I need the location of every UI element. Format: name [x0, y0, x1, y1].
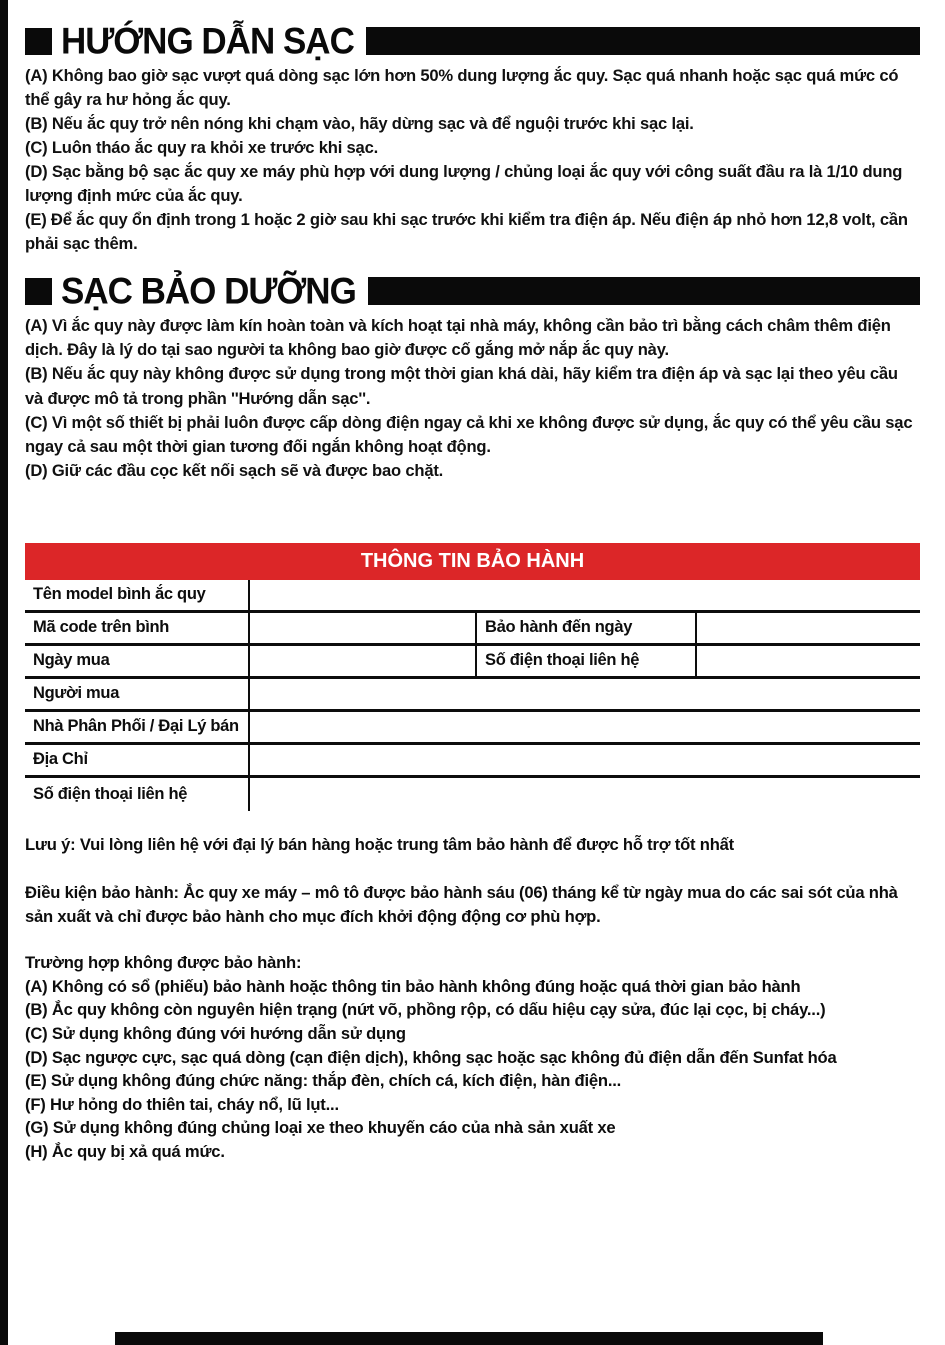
table-row-distributor — [25, 712, 920, 745]
section-bullet-icon — [25, 278, 52, 305]
row-value-blank — [250, 613, 477, 643]
row-label: Ngày mua — [25, 646, 250, 676]
exclusion-item-h: (H) Ắc quy bị xả quá mức. — [25, 1141, 225, 1161]
section-title-charging: HƯỚNG DẪN SẠC — [61, 20, 354, 62]
table-row-purchase-date — [25, 646, 920, 679]
row-value-2-blank — [697, 613, 920, 643]
charging-item-e: (E) Để ắc quy ổn định trong 1 hoặc 2 giờ sau khi sạc trước khi kiểm tra điện áp. Nếu điện áp nhỏ hơn 12,8 volt, cần phải sạc thêm. — [25, 210, 908, 254]
section-header-maintenance — [25, 270, 920, 312]
row-value-blank — [250, 778, 920, 811]
table-row-phone — [25, 778, 920, 811]
exclusion-item-f: (F) Hư hỏng do thiên tai, cháy nổ, lũ lụt... — [25, 1094, 339, 1114]
charging-item-d: (D) Sạc bằng bộ sạc ắc quy xe máy phù hợp với dung lượng / chủng loại ắc quy với công suất đầu ra là 1/10 dung lượng định mức của ắc quy. — [25, 162, 903, 206]
charging-item-b: (B) Nếu ắc quy trở nên nóng khi chạm vào, hãy dừng sạc và để nguội trước khi sạc lại. — [25, 114, 694, 134]
row-label: Tên model bình ắc quy — [25, 580, 250, 610]
exclusion-item-d: (D) Sạc ngược cực, sạc quá dòng (cạn điện dịch), không sạc hoặc sạc không đủ điện dẫn đến Sunfat hóa — [25, 1047, 837, 1067]
row-label: Nhà Phân Phối / Đại Lý bán — [25, 712, 250, 742]
section-title-bar — [366, 27, 920, 55]
exclusion-item-c: (C) Sử dụng không đúng với hướng dẫn sử dụng — [25, 1024, 406, 1044]
document-page — [25, 0, 920, 1163]
charging-item-c: (C) Luôn tháo ắc quy ra khỏi xe trước khi sạc. — [25, 138, 379, 158]
warranty-conditions: Điều kiện bảo hành: Ắc quy xe máy – mô tô được bảo hành sáu (06) tháng kể từ ngày mua do các sai sót của nhà sản xuất và chỉ được bảo hành cho mục đích khởi động động cơ phù hợp. — [25, 882, 898, 926]
row-label: Địa Chỉ — [25, 745, 250, 775]
row-label-2: Số điện thoại liên hệ — [477, 646, 697, 676]
row-label: Số điện thoại liên hệ — [25, 778, 250, 811]
section-header-charging — [25, 20, 920, 62]
row-label-2: Bảo hành đến ngày — [477, 613, 697, 643]
row-value-blank — [250, 712, 920, 742]
warranty-exclusions — [25, 951, 920, 1164]
warranty-info-table — [25, 543, 920, 811]
row-label: Người mua — [25, 679, 250, 709]
exclusion-item-e: (E) Sử dụng không đúng chức năng: thắp đèn, chích cá, kích điện, hàn điện... — [25, 1071, 622, 1091]
section-title-bar — [368, 277, 920, 305]
section-title-maintenance: SẠC BẢO DƯỠNG — [61, 270, 356, 312]
charging-instructions-list — [25, 64, 920, 256]
row-label: Mã code trên bình — [25, 613, 250, 643]
row-value-2-blank — [697, 646, 920, 676]
maintenance-item-a: (A) Vì ắc quy này được làm kín hoàn toàn và kích hoạt tại nhà máy, không cần bảo trì bằng cách châm thêm điện dịch. Đây là lý do tại sao người ta không bao giờ được cố gắng mở nắp ắc quy này. — [25, 316, 891, 360]
support-note: Lưu ý: Vui lòng liên hệ với đại lý bán hàng hoặc trung tâm bảo hành để được hỗ trợ tốt nhất — [25, 834, 734, 854]
maintenance-item-d: (D) Giữ các đầu cọc kết nối sạch sẽ và được bao chặt. — [25, 460, 444, 480]
table-row-code — [25, 613, 920, 646]
maintenance-item-b: (B) Nếu ắc quy này không được sử dụng trong một thời gian khá dài, hãy kiểm tra điện áp và sạc lại theo yêu cầu và được mô tả trong phần ''Hướng dẫn sạc''. — [25, 364, 898, 408]
exclusion-item-b: (B) Ắc quy không còn nguyên hiện trạng (nứt võ, phồng rộp, có dấu hiệu cạy sửa, đúc lại cọc, bị cháy...) — [25, 1000, 826, 1020]
warranty-table-header — [25, 543, 920, 580]
warranty-table-title: THÔNG TIN BẢO HÀNH — [360, 549, 585, 572]
row-value-blank — [250, 745, 920, 775]
table-row-address — [25, 745, 920, 778]
row-value-blank — [250, 679, 920, 709]
section-bullet-icon — [25, 28, 52, 55]
page-edge-strip — [0, 0, 8, 1345]
bottom-edge-bar — [115, 1332, 823, 1345]
table-row-model — [25, 580, 920, 613]
maintenance-instructions-list — [25, 314, 920, 482]
exclusion-item-a: (A) Không có sổ (phiếu) bảo hành hoặc thông tin bảo hành không đúng hoặc quá thời gian bảo hành — [25, 976, 801, 996]
row-value-blank — [250, 646, 477, 676]
maintenance-item-c: (C) Vì một số thiết bị phải luôn được cấp dòng điện ngay cả khi xe không được sử dụng, ắc quy có thể yêu cầu sạc ngay cả sau một thời gian tương đối ngắn không hoạt động. — [25, 412, 913, 456]
exclusions-title: Trường hợp không được bảo hành: — [25, 952, 302, 972]
row-value-blank — [250, 580, 920, 610]
exclusion-item-g: (G) Sử dụng không đúng chủng loại xe theo khuyến cáo của nhà sản xuất xe — [25, 1118, 616, 1138]
charging-item-a: (A) Không bao giờ sạc vượt quá dòng sạc lớn hơn 50% dung lượng ắc quy. Sạc quá nhanh hoặc sạc quá mức có thể gây ra hư hỏng ắc quy. — [25, 66, 899, 110]
table-row-buyer — [25, 679, 920, 712]
